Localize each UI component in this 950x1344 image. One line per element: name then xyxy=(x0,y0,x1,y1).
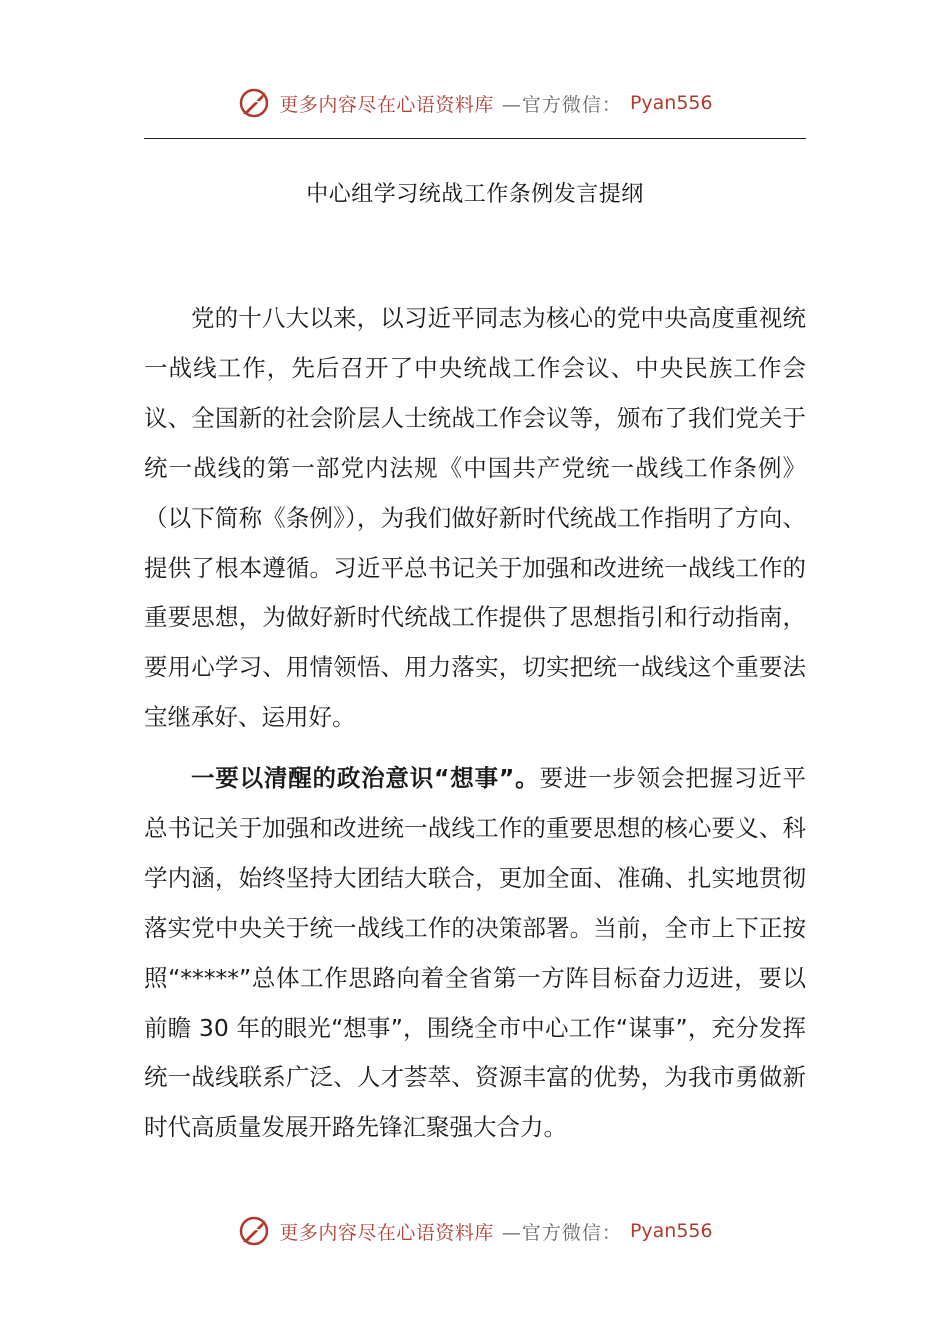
paragraph-point-one xyxy=(144,754,806,1153)
footer-watermark xyxy=(0,1214,950,1248)
header-watermark xyxy=(0,86,950,120)
watermark-wechat-label: —官方微信： xyxy=(501,93,622,116)
watermark-wechat-id: Pyan556 xyxy=(629,1220,713,1242)
header-divider xyxy=(144,138,806,139)
document-title: 中心组学习统战工作条例发言提纲 xyxy=(306,182,644,207)
watermark-site-name: 更多内容尽在心语资料库 xyxy=(279,93,494,116)
paragraph-point-one-heading: 一要以清醒的政治意识“想事”。 xyxy=(191,764,540,792)
paragraph-point-one-body: 要进一步领会把握习近平总书记关于加强和改进统一战线工作的重要思想的核心要义、科学内涵，始终坚持大团结大联合，更加全面、准确、扎实地贯彻落实党中央关于统一战线工作的决策部署。当前，全市上下正按照“*****”总体工作思路向着全省第一方阵目标奋力迈进，要以前瞻 30 年的眼光“想事”，围绕全市中心工作“谋事”，充分发挥统一战线联系广泛、人才荟萃、资源丰富的优势，为我市勇做新时代高质量发展开路先锋汇聚强大合力。 xyxy=(144,764,807,1142)
watermark-wechat-id: Pyan556 xyxy=(629,92,713,114)
paragraph-intro: 党的十八大以来，以习近平同志为核心的党中央高度重视统一战线工作，先后召开了中央统战工作会议、中央民族工作会议、全国新的社会阶层人士统战工作会议等，颁布了我们党关于统一战线的第一部党内法规《中国共产党统一战线工作条例》（以下简称《条例》），为我们做好新时代统战工作指明了方向、提供了根本遵循。习近平总书记关于加强和改进统一战线工作的重要思想，为做好新时代统战工作提供了思想指引和行动指南，要用心学习、用情领悟、用力落实，切实把统一战线这个重要法宝继承好、运用好。 xyxy=(144,304,806,732)
watermark-wechat-label: —官方微信： xyxy=(501,1221,622,1244)
pen-circle-logo-icon xyxy=(237,86,271,120)
watermark-site-name: 更多内容尽在心语资料库 xyxy=(279,1221,494,1244)
pen-circle-logo-icon xyxy=(237,1214,271,1248)
